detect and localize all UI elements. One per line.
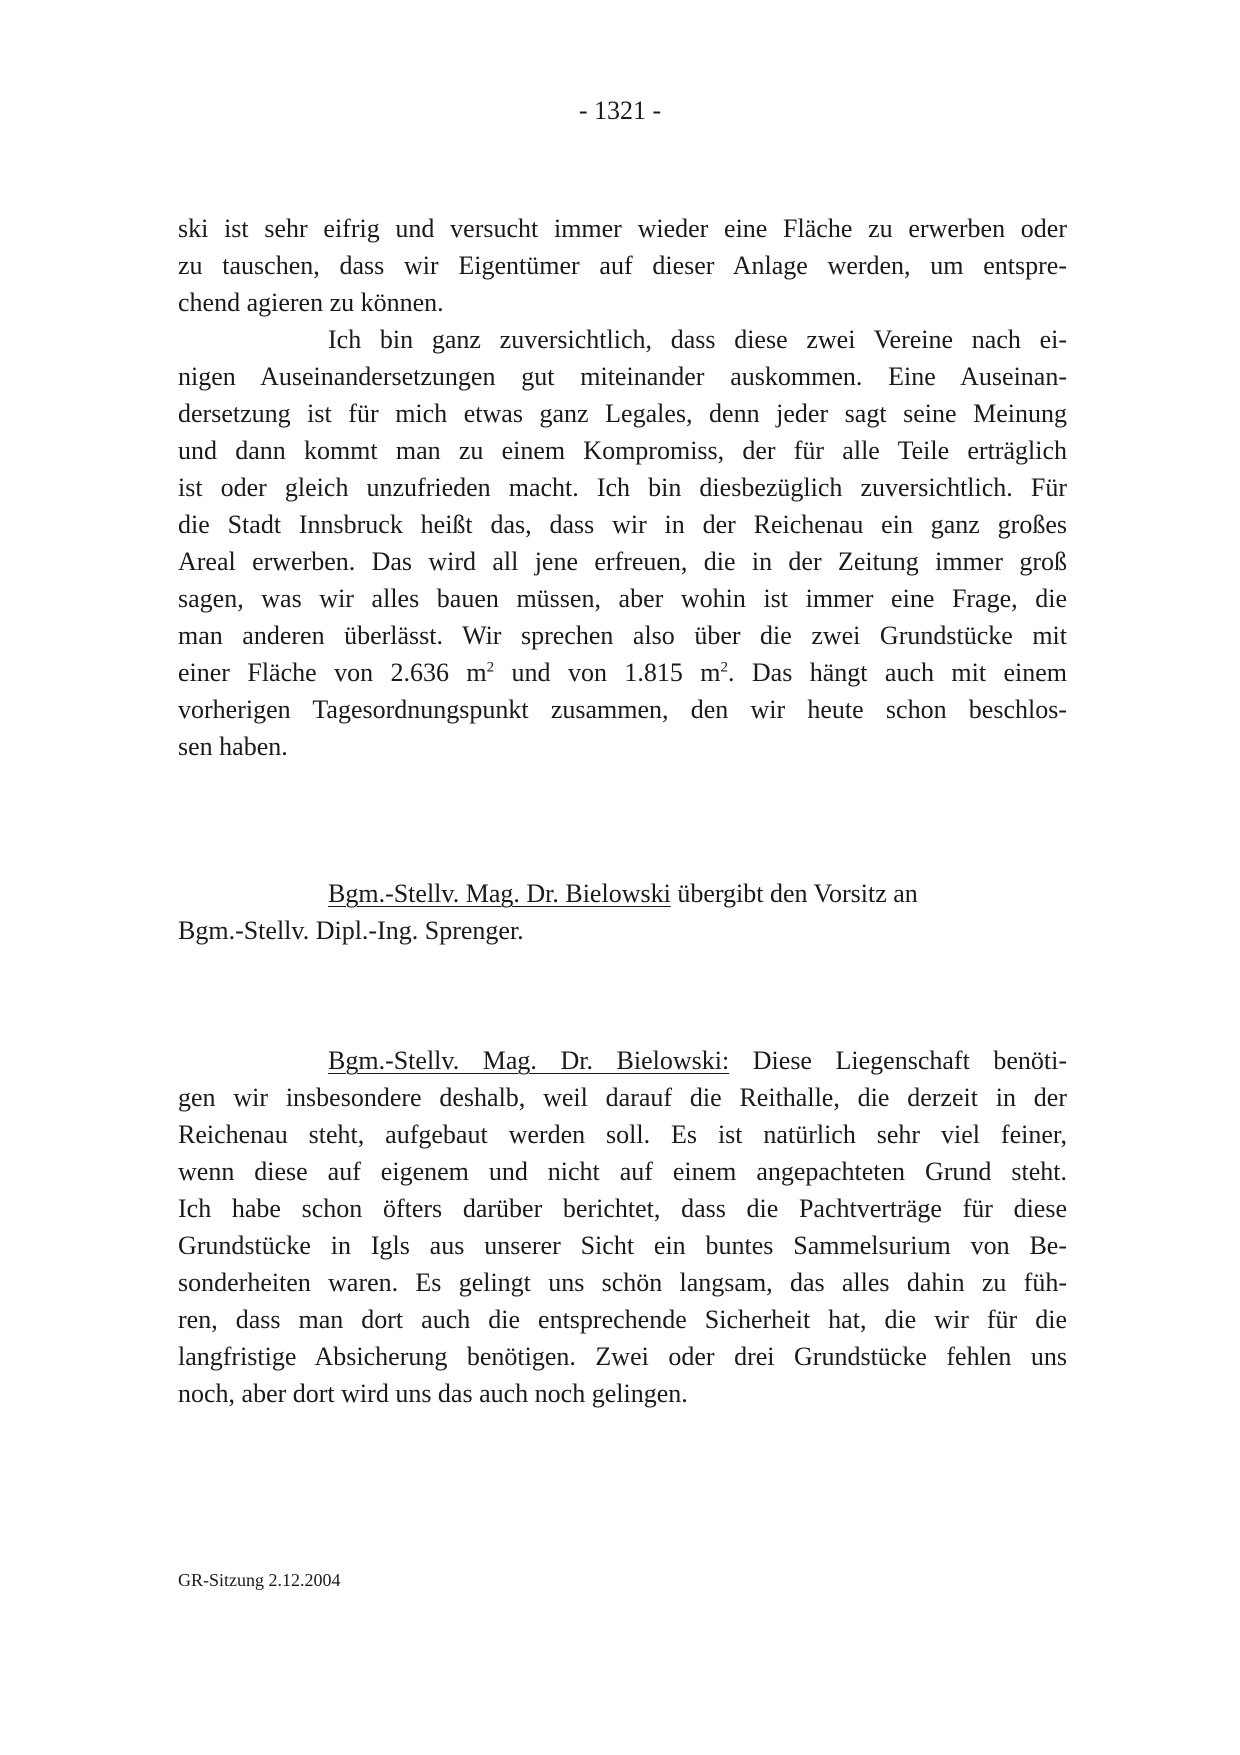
text-line: Ich bin ganz zuversichtlich, dass diese zwei Vereine nach ei-: [328, 325, 1067, 354]
text-line: [178, 875, 1067, 912]
text-line: langfristige Absicherung benötigen. Zwei oder drei Grundstücke fehlen uns: [178, 1342, 1067, 1371]
text-line: ski ist sehr eifrig und versucht immer wieder eine Fläche zu erwerben oder: [178, 214, 1067, 243]
text-line: zu tauschen, dass wir Eigentümer auf dieser Anlage werden, um entspre-: [178, 251, 1067, 280]
text-line: dersetzung ist für mich etwas ganz Legales, denn jeder sagt seine Meinung: [178, 399, 1067, 428]
area-middle: und von 1.815 m: [494, 658, 721, 687]
text-line: Bgm.-Stellv. Dipl.-Ing. Sprenger.: [178, 916, 524, 945]
footer-session-date: GR-Sitzung 2.12.2004: [178, 1570, 341, 1590]
speaker-name: Bgm.-Stellv. Mag. Dr. Bielowski: [328, 879, 671, 908]
text-line: Grundstücke in Igls aus unserer Sicht ein buntes Sammelsurium von Be-: [178, 1231, 1067, 1260]
text-line: wenn diese auf eigenem und nicht auf einem angepachteten Grund steht.: [178, 1157, 1067, 1186]
paragraph-speech: [178, 1042, 1067, 1412]
text-line: chend agieren zu können.: [178, 288, 444, 317]
superscript: 2: [720, 659, 728, 676]
text-line: vorherigen Tagesordnungspunkt zusammen, den wir heute schon beschlos-: [178, 695, 1067, 724]
text-line: noch, aber dort wird uns das auch noch gelingen.: [178, 1379, 688, 1408]
page-number: - 1321 -: [578, 96, 662, 125]
text-line: Reichenau steht, aufgebaut werden soll. Es ist natürlich sehr viel feiner,: [178, 1120, 1067, 1149]
paragraph-continuation: [178, 210, 1067, 321]
paragraph-clubs: [178, 321, 1067, 765]
text-line: und dann kommt man zu einem Kompromiss, der für alle Teile erträglich: [178, 436, 1067, 465]
text-line-area: [178, 654, 1067, 691]
text-line: man anderen überlässt. Wir sprechen also über die zwei Grundstücke mit: [178, 621, 1067, 650]
text-line: sonderheiten waren. Es gelingt uns schön langsam, das alles dahin zu füh-: [178, 1268, 1067, 1297]
text-line: ist oder gleich unzufrieden macht. Ich bin diesbezüglich zuversichtlich. Für: [178, 473, 1067, 502]
statement-text: Diese Liegenschaft benöti-: [729, 1046, 1068, 1075]
statement-text: übergibt den Vorsitz an: [670, 879, 918, 908]
area-prefix: einer Fläche von 2.636 m: [178, 658, 487, 687]
text-line: [178, 1042, 1067, 1079]
text-line: Areal erwerben. Das wird all jene erfreuen, die in der Zeitung immer groß: [178, 547, 1067, 576]
superscript: 2: [486, 659, 495, 676]
text-line: ren, dass man dort auch die entsprechende Sicherheit hat, die wir für die: [178, 1305, 1067, 1334]
paragraph-chair-handover: [178, 875, 1067, 949]
area-suffix: . Das hängt auch mit einem: [727, 658, 1067, 687]
text-line: die Stadt Innsbruck heißt das, dass wir in der Reichenau ein ganz großes: [178, 510, 1067, 539]
text-line: sen haben.: [178, 732, 288, 761]
text-line: gen wir insbesondere deshalb, weil darauf die Reithalle, die derzeit in der: [178, 1083, 1067, 1112]
text-line: Ich habe schon öfters darüber berichtet, dass die Pachtverträge für diese: [178, 1194, 1067, 1223]
speaker-name: Bgm.-Stellv. Mag. Dr. Bielowski:: [328, 1046, 730, 1075]
text-line: nigen Auseinandersetzungen gut miteinander auskommen. Eine Auseinan-: [178, 362, 1067, 391]
text-line: sagen, was wir alles bauen müssen, aber wohin ist immer eine Frage, die: [178, 584, 1067, 613]
